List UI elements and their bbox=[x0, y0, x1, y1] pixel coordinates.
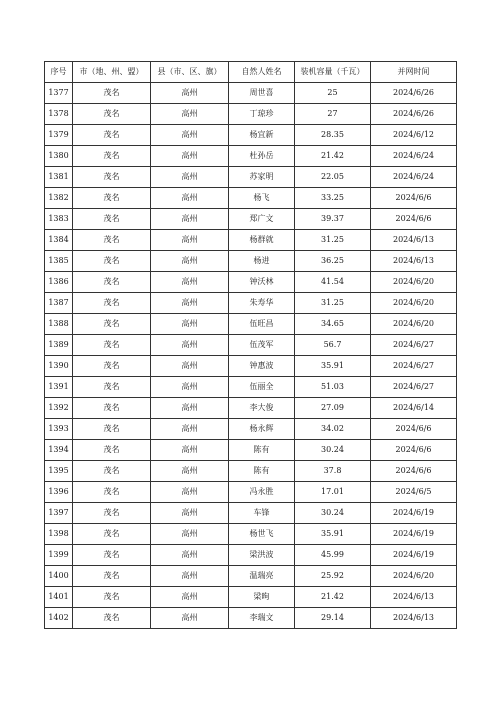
cell-serial: 1377 bbox=[45, 83, 73, 104]
cell-capacity: 36.25 bbox=[295, 251, 371, 272]
cell-serial: 1382 bbox=[45, 188, 73, 209]
cell-person-name: 杨宜新 bbox=[229, 125, 295, 146]
cell-capacity: 41.54 bbox=[295, 272, 371, 293]
cell-county: 高州 bbox=[151, 566, 229, 587]
table-row bbox=[45, 524, 457, 545]
cell-grid-date: 2024/6/13 bbox=[371, 608, 457, 629]
cell-serial: 1378 bbox=[45, 104, 73, 125]
cell-serial: 1394 bbox=[45, 440, 73, 461]
cell-city: 茂名 bbox=[73, 503, 151, 524]
table-row bbox=[45, 587, 457, 608]
cell-grid-date: 2024/6/27 bbox=[371, 335, 457, 356]
cell-city: 茂名 bbox=[73, 314, 151, 335]
cell-serial: 1384 bbox=[45, 230, 73, 251]
cell-grid-date: 2024/6/13 bbox=[371, 587, 457, 608]
cell-person-name: 温瑞亮 bbox=[229, 566, 295, 587]
cell-serial: 1383 bbox=[45, 209, 73, 230]
cell-grid-date: 2024/6/13 bbox=[371, 251, 457, 272]
header-capacity: 装机容量（千瓦） bbox=[295, 62, 371, 83]
table-row bbox=[45, 146, 457, 167]
cell-capacity: 34.02 bbox=[295, 419, 371, 440]
cell-person-name: 钟惠波 bbox=[229, 356, 295, 377]
cell-county: 高州 bbox=[151, 83, 229, 104]
cell-city: 茂名 bbox=[73, 461, 151, 482]
cell-capacity: 22.05 bbox=[295, 167, 371, 188]
cell-county: 高州 bbox=[151, 608, 229, 629]
cell-city: 茂名 bbox=[73, 356, 151, 377]
cell-grid-date: 2024/6/27 bbox=[371, 356, 457, 377]
cell-county: 高州 bbox=[151, 419, 229, 440]
cell-city: 茂名 bbox=[73, 209, 151, 230]
cell-person-name: 苏家明 bbox=[229, 167, 295, 188]
cell-serial: 1397 bbox=[45, 503, 73, 524]
cell-capacity: 25.92 bbox=[295, 566, 371, 587]
table-row bbox=[45, 419, 457, 440]
cell-county: 高州 bbox=[151, 545, 229, 566]
cell-person-name: 李瑞文 bbox=[229, 608, 295, 629]
cell-county: 高州 bbox=[151, 356, 229, 377]
cell-grid-date: 2024/6/6 bbox=[371, 209, 457, 230]
cell-capacity: 45.99 bbox=[295, 545, 371, 566]
cell-county: 高州 bbox=[151, 482, 229, 503]
cell-serial: 1389 bbox=[45, 335, 73, 356]
cell-city: 茂名 bbox=[73, 440, 151, 461]
cell-city: 茂名 bbox=[73, 608, 151, 629]
header-city: 市（地、州、盟） bbox=[73, 62, 151, 83]
cell-capacity: 39.37 bbox=[295, 209, 371, 230]
cell-county: 高州 bbox=[151, 272, 229, 293]
cell-serial: 1381 bbox=[45, 167, 73, 188]
cell-city: 茂名 bbox=[73, 146, 151, 167]
cell-capacity: 33.25 bbox=[295, 188, 371, 209]
cell-person-name: 丁琼珍 bbox=[229, 104, 295, 125]
cell-person-name: 伍丽全 bbox=[229, 377, 295, 398]
cell-county: 高州 bbox=[151, 587, 229, 608]
cell-person-name: 杨永辉 bbox=[229, 419, 295, 440]
cell-city: 茂名 bbox=[73, 524, 151, 545]
cell-grid-date: 2024/6/6 bbox=[371, 440, 457, 461]
cell-capacity: 35.91 bbox=[295, 356, 371, 377]
cell-capacity: 28.35 bbox=[295, 125, 371, 146]
cell-city: 茂名 bbox=[73, 566, 151, 587]
table-row bbox=[45, 251, 457, 272]
cell-capacity: 31.25 bbox=[295, 230, 371, 251]
cell-city: 茂名 bbox=[73, 83, 151, 104]
cell-capacity: 29.14 bbox=[295, 608, 371, 629]
header-serial: 序号 bbox=[45, 62, 73, 83]
cell-city: 茂名 bbox=[73, 272, 151, 293]
table-row bbox=[45, 398, 457, 419]
cell-serial: 1396 bbox=[45, 482, 73, 503]
cell-serial: 1392 bbox=[45, 398, 73, 419]
cell-capacity: 30.24 bbox=[295, 503, 371, 524]
pv-installation-table bbox=[44, 61, 457, 629]
cell-capacity: 30.24 bbox=[295, 440, 371, 461]
cell-serial: 1400 bbox=[45, 566, 73, 587]
cell-city: 茂名 bbox=[73, 335, 151, 356]
cell-grid-date: 2024/6/26 bbox=[371, 83, 457, 104]
cell-person-name: 杨飞 bbox=[229, 188, 295, 209]
cell-county: 高州 bbox=[151, 230, 229, 251]
cell-serial: 1399 bbox=[45, 545, 73, 566]
cell-grid-date: 2024/6/20 bbox=[371, 293, 457, 314]
cell-serial: 1386 bbox=[45, 272, 73, 293]
cell-person-name: 陈有 bbox=[229, 440, 295, 461]
cell-city: 茂名 bbox=[73, 293, 151, 314]
cell-capacity: 35.91 bbox=[295, 524, 371, 545]
cell-serial: 1387 bbox=[45, 293, 73, 314]
cell-serial: 1391 bbox=[45, 377, 73, 398]
cell-city: 茂名 bbox=[73, 125, 151, 146]
table-row bbox=[45, 356, 457, 377]
cell-person-name: 郑广文 bbox=[229, 209, 295, 230]
cell-serial: 1388 bbox=[45, 314, 73, 335]
table-row bbox=[45, 188, 457, 209]
table-row bbox=[45, 125, 457, 146]
cell-person-name: 钟沃林 bbox=[229, 272, 295, 293]
table-row bbox=[45, 461, 457, 482]
table-row bbox=[45, 167, 457, 188]
cell-grid-date: 2024/6/19 bbox=[371, 524, 457, 545]
header-county: 县（市、区、旗） bbox=[151, 62, 229, 83]
table-row bbox=[45, 104, 457, 125]
cell-county: 高州 bbox=[151, 167, 229, 188]
table-row bbox=[45, 482, 457, 503]
header-person-name: 自然人姓名 bbox=[229, 62, 295, 83]
cell-county: 高州 bbox=[151, 188, 229, 209]
cell-capacity: 37.8 bbox=[295, 461, 371, 482]
cell-grid-date: 2024/6/19 bbox=[371, 545, 457, 566]
cell-capacity: 56.7 bbox=[295, 335, 371, 356]
cell-person-name: 伍茂军 bbox=[229, 335, 295, 356]
cell-city: 茂名 bbox=[73, 230, 151, 251]
cell-city: 茂名 bbox=[73, 419, 151, 440]
cell-serial: 1385 bbox=[45, 251, 73, 272]
cell-county: 高州 bbox=[151, 398, 229, 419]
cell-person-name: 冯永胜 bbox=[229, 482, 295, 503]
cell-capacity: 25 bbox=[295, 83, 371, 104]
cell-person-name: 杨世飞 bbox=[229, 524, 295, 545]
cell-county: 高州 bbox=[151, 209, 229, 230]
cell-city: 茂名 bbox=[73, 188, 151, 209]
cell-serial: 1401 bbox=[45, 587, 73, 608]
cell-grid-date: 2024/6/27 bbox=[371, 377, 457, 398]
table-row bbox=[45, 272, 457, 293]
cell-serial: 1402 bbox=[45, 608, 73, 629]
cell-serial: 1390 bbox=[45, 356, 73, 377]
table-row bbox=[45, 314, 457, 335]
cell-grid-date: 2024/6/13 bbox=[371, 230, 457, 251]
cell-grid-date: 2024/6/20 bbox=[371, 566, 457, 587]
cell-person-name: 梁洪波 bbox=[229, 545, 295, 566]
cell-grid-date: 2024/6/6 bbox=[371, 461, 457, 482]
table-row bbox=[45, 566, 457, 587]
cell-county: 高州 bbox=[151, 335, 229, 356]
cell-grid-date: 2024/6/19 bbox=[371, 503, 457, 524]
cell-county: 高州 bbox=[151, 461, 229, 482]
cell-serial: 1398 bbox=[45, 524, 73, 545]
cell-grid-date: 2024/6/24 bbox=[371, 167, 457, 188]
cell-serial: 1380 bbox=[45, 146, 73, 167]
cell-capacity: 17.01 bbox=[295, 482, 371, 503]
header-grid-date: 并网时间 bbox=[371, 62, 457, 83]
cell-county: 高州 bbox=[151, 524, 229, 545]
cell-grid-date: 2024/6/6 bbox=[371, 188, 457, 209]
table-row bbox=[45, 377, 457, 398]
table-row bbox=[45, 440, 457, 461]
cell-person-name: 周世喜 bbox=[229, 83, 295, 104]
cell-person-name: 伍旺昌 bbox=[229, 314, 295, 335]
cell-county: 高州 bbox=[151, 314, 229, 335]
table-row bbox=[45, 503, 457, 524]
cell-capacity: 31.25 bbox=[295, 293, 371, 314]
cell-county: 高州 bbox=[151, 104, 229, 125]
cell-capacity: 51.03 bbox=[295, 377, 371, 398]
cell-city: 茂名 bbox=[73, 167, 151, 188]
table-row bbox=[45, 209, 457, 230]
cell-person-name: 杨群就 bbox=[229, 230, 295, 251]
cell-grid-date: 2024/6/20 bbox=[371, 272, 457, 293]
cell-person-name: 梁昫 bbox=[229, 587, 295, 608]
cell-person-name: 李大俊 bbox=[229, 398, 295, 419]
cell-city: 茂名 bbox=[73, 587, 151, 608]
cell-city: 茂名 bbox=[73, 251, 151, 272]
table-header-row bbox=[45, 62, 457, 83]
cell-city: 茂名 bbox=[73, 377, 151, 398]
table-body bbox=[45, 83, 457, 629]
cell-capacity: 27 bbox=[295, 104, 371, 125]
cell-county: 高州 bbox=[151, 146, 229, 167]
cell-grid-date: 2024/6/14 bbox=[371, 398, 457, 419]
cell-person-name: 杨进 bbox=[229, 251, 295, 272]
cell-county: 高州 bbox=[151, 440, 229, 461]
cell-capacity: 27.09 bbox=[295, 398, 371, 419]
cell-city: 茂名 bbox=[73, 398, 151, 419]
cell-person-name: 杜孙岳 bbox=[229, 146, 295, 167]
table-row bbox=[45, 335, 457, 356]
cell-county: 高州 bbox=[151, 377, 229, 398]
cell-county: 高州 bbox=[151, 293, 229, 314]
cell-grid-date: 2024/6/6 bbox=[371, 419, 457, 440]
cell-county: 高州 bbox=[151, 503, 229, 524]
cell-county: 高州 bbox=[151, 251, 229, 272]
cell-person-name: 车锋 bbox=[229, 503, 295, 524]
cell-capacity: 21.42 bbox=[295, 146, 371, 167]
cell-grid-date: 2024/6/24 bbox=[371, 146, 457, 167]
table-row bbox=[45, 608, 457, 629]
table-row bbox=[45, 83, 457, 104]
cell-city: 茂名 bbox=[73, 104, 151, 125]
cell-grid-date: 2024/6/12 bbox=[371, 125, 457, 146]
cell-serial: 1393 bbox=[45, 419, 73, 440]
cell-serial: 1379 bbox=[45, 125, 73, 146]
cell-grid-date: 2024/6/20 bbox=[371, 314, 457, 335]
cell-county: 高州 bbox=[151, 125, 229, 146]
cell-capacity: 34.65 bbox=[295, 314, 371, 335]
table-row bbox=[45, 545, 457, 566]
table-row bbox=[45, 230, 457, 251]
cell-grid-date: 2024/6/26 bbox=[371, 104, 457, 125]
cell-person-name: 朱寿华 bbox=[229, 293, 295, 314]
cell-serial: 1395 bbox=[45, 461, 73, 482]
cell-city: 茂名 bbox=[73, 545, 151, 566]
cell-capacity: 21.42 bbox=[295, 587, 371, 608]
cell-city: 茂名 bbox=[73, 482, 151, 503]
table-row bbox=[45, 293, 457, 314]
cell-grid-date: 2024/6/5 bbox=[371, 482, 457, 503]
cell-person-name: 陈有 bbox=[229, 461, 295, 482]
